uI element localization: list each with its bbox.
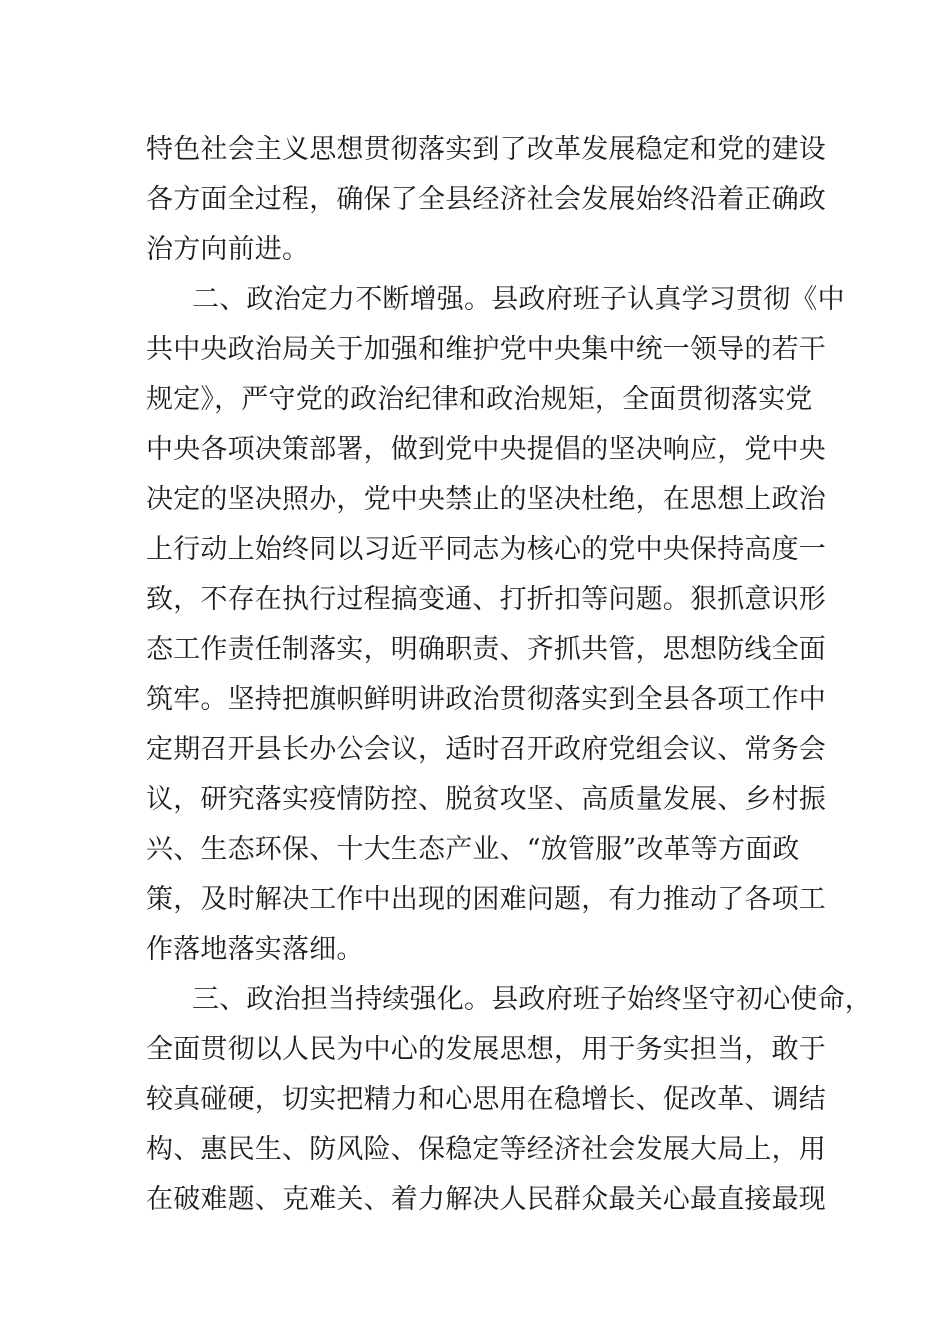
text-line: 特色社会主义思想贯彻落实到了改革发展稳定和党的建设: [146, 134, 826, 165]
text-line: 全面贯彻以人民为中心的发展思想，用于务实担当，敢于: [146, 1034, 826, 1065]
text-line: 在破难题、克难关、着力解决人民群众最关心最直接最现: [146, 1184, 826, 1215]
paragraph-3-start: 三、政治担当持续强化。县政府班子始终坚守初心使命，: [192, 984, 872, 1015]
text-line: 筑牢。坚持把旗帜鲜明讲政治贯彻落实到全县各项工作中: [146, 684, 826, 715]
text-line: 上行动上始终同以习近平同志为核心的党中央保持高度一: [146, 534, 826, 565]
text-line: 兴、生态环保、十大生态产业、“放管服”改革等方面政: [146, 834, 800, 865]
text-line: 规定》，严守党的政治纪律和政治规矩，全面贯彻落实党: [146, 384, 813, 415]
text-line: 各方面全过程，确保了全县经济社会发展始终沿着正确政: [146, 184, 826, 215]
text-line: 中央各项决策部署，做到党中央提倡的坚决响应，党中央: [146, 434, 826, 465]
text-line: 治方向前进。: [146, 234, 310, 265]
text-line: 作落地落实落细。: [146, 934, 364, 965]
text-line: 共中央政治局关于加强和维护党中央集中统一领导的若干: [146, 334, 826, 365]
text-line: 态工作责任制落实，明确职责、齐抓共管，思想防线全面: [146, 634, 826, 665]
text-line: 议，研究落实疫情防控、脱贫攻坚、高质量发展、乡村振: [146, 784, 826, 815]
text-line: 决定的坚决照办，党中央禁止的坚决杜绝，在思想上政治: [146, 484, 826, 515]
text-line: 构、惠民生、防风险、保稳定等经济社会发展大局上，用: [146, 1134, 826, 1165]
text-line: 较真碰硬，切实把精力和心思用在稳增长、促改革、调结: [146, 1084, 826, 1115]
paragraph-2-start: 二、政治定力不断增强。县政府班子认真学习贯彻《中: [192, 284, 845, 315]
text-line: 定期召开县长办公会议，适时召开政府党组会议、常务会: [146, 734, 826, 765]
text-line: 致，不存在执行过程搞变通、打折扣等问题。狠抓意识形: [146, 584, 826, 615]
text-line: 策，及时解决工作中出现的困难问题，有力推动了各项工: [146, 884, 826, 915]
